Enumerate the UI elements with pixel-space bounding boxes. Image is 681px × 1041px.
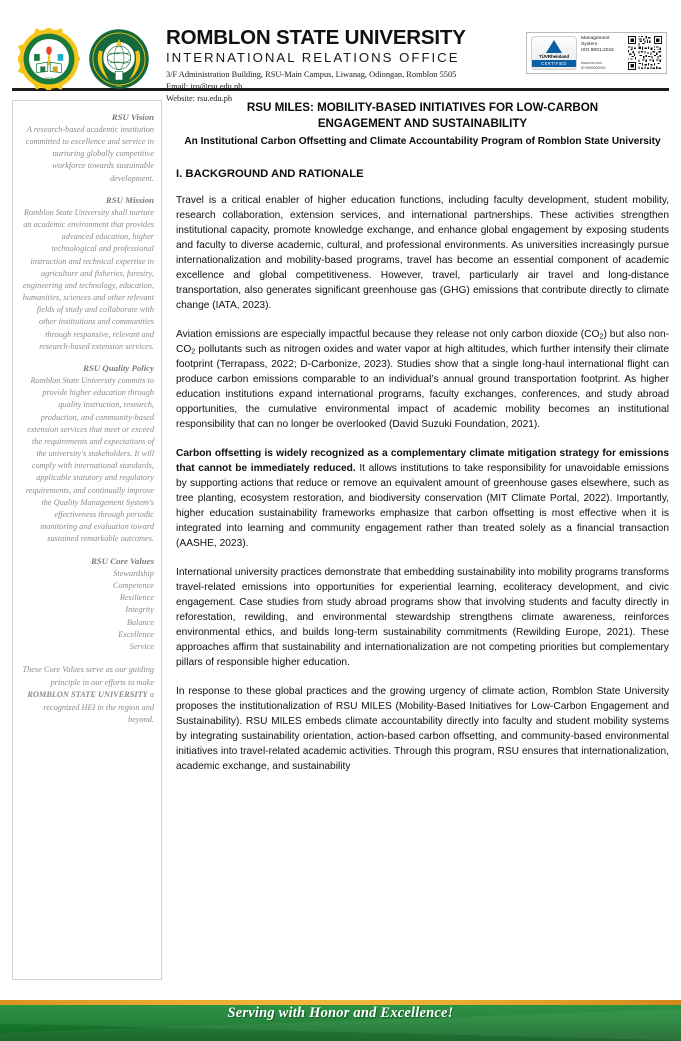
paragraph-5: In response to these global practices and the growing urgency of climate action, Romblon State University proposes the institutionalization of RSU MILES (Mobility-Based Initiatives for Low-Carbon Engagement and Sustainability). RSU MILES embeds climate accountability directly into faculty and student mobility systems by integrating sustainability orientation, action-based carbon offsetting, and community-based environmental initiatives into travel-related academic activities. Through this program, RSU ensures that internationalization, academic exchange, and sustainability bbox=[176, 685, 669, 772]
page-footer bbox=[0, 1000, 681, 1041]
core-value-item: Excellence bbox=[118, 629, 154, 639]
title-line1-rest: MOBILITY-BASED INITIATIVES FOR LOW-CARBON bbox=[313, 101, 599, 114]
co2-subscript: 2 bbox=[599, 332, 604, 341]
paragraph-2: Aviation emissions are especially impactful because they release not only carbon dioxide $(CO_2)$ but also non-$CO_2$ pollutants such as nitrogen oxides and water vapor at high altitudes, which further intensify their climate footprint (Terrapass, 2022; D-Carbonize, 2023). Studies show that a single long-haul international flight can produce carbon emissions comparable to an individual’s annual ground transportation footprint. As higher education institutions expand international programs, faculty exchanges, conferences, and study abroad opportunities, the cumulative environmental impact of academic mobility becomes an institutional responsibility that can no longer be overlooked (David Suzuki Foundation, 2021). bbox=[176, 329, 669, 431]
note-post: a recognized HEI in the region and beyond. bbox=[43, 690, 154, 725]
page-title bbox=[180, 100, 665, 133]
section-heading-background: I. BACKGROUND AND RATIONALE bbox=[176, 168, 364, 181]
tuv-triangle-icon bbox=[546, 40, 562, 53]
core-value-item: Competence bbox=[112, 580, 154, 590]
iso-standard-label bbox=[581, 36, 628, 54]
iso-ms-line3: ISO 9001:2015 bbox=[581, 48, 614, 54]
page-body bbox=[0, 91, 681, 979]
paragraph-1: Travel is a critical enabler of higher education functions, including faculty development, student mobility, research collaboration, extension services, and international partnerships. These activities strengthen institutional capacity, promote knowledge exchange, and enhance global engagement by exposing students and faculty to diverse academic, cultural, and professional environments. As universities increasingly pursue internationalization and mobility-based programs, travel has become an essential component of academic excellence and global competitiveness. However, travel, particularly air travel and long-distance transportation, also generates significant greenhouse gas (GHG) emissions that contribute directly to climate change (IATA, 2023). bbox=[176, 195, 669, 312]
sidebar-quality-policy-heading: RSU Quality Policy bbox=[83, 363, 154, 374]
main-content bbox=[162, 100, 669, 980]
core-value-item: Service bbox=[129, 642, 154, 652]
core-value-item: Integrity bbox=[125, 605, 154, 615]
sidebar-core-values-note bbox=[20, 664, 154, 726]
organization-name: ROMBLON STATE UNIVERSITY bbox=[166, 26, 466, 49]
letterhead bbox=[0, 0, 681, 103]
sidebar-panel bbox=[12, 100, 162, 980]
co2-subscript: 2 bbox=[191, 347, 196, 356]
address-line: 3/F Administration Building, RSU-Main Campus, Liwanag, Odiongan, Romblon 5505 bbox=[166, 70, 457, 80]
iso-web-block bbox=[581, 61, 628, 70]
core-value-item: Balance bbox=[126, 617, 154, 627]
note-pre: These Core Values serve as our guiding principle in our efforts to make bbox=[22, 665, 154, 687]
svg-text:RSU: RSU bbox=[115, 83, 123, 88]
sidebar-core-values-heading: RSU Core Values bbox=[90, 555, 154, 566]
iso-ms-line1: Management bbox=[581, 36, 610, 41]
iro-seal-icon bbox=[88, 28, 150, 90]
note-university-name: ROMBLON STATE UNIVERSITY bbox=[27, 690, 148, 700]
letterhead-text bbox=[166, 26, 526, 105]
sidebar-mission-text: Romblon State University shall nurture an academic environment that provides advanced education, higher technological and professional instruction and technical expertise in agriculture and fisheries, forestry, engineering and technology, education, humanities, sciences and other relevant fields of study and collaborate with other institutions and communities through responsive, relevant and research-based extension services. bbox=[22, 207, 154, 351]
sidebar-core-values-list bbox=[20, 568, 154, 654]
sidebar-quality-policy-text: Romblon State University commits to provide higher education through quality instruction, research, production, and community-based extension services that meet or exceed the requirements and expectations of the university's stakeholders. It will comply with international standards, applicable statutory and regulatory requirements, and continually improve the Quality Management System's effectiveness through periodic monitoring and evaluation toward sustained remarkable outcomes. bbox=[25, 375, 154, 544]
rsu-seal-icon bbox=[18, 28, 80, 90]
iso-text-block bbox=[577, 36, 628, 70]
footer-tagline: Serving with Honor and Excellence! bbox=[227, 1005, 454, 1021]
qr-code-icon bbox=[628, 36, 662, 70]
logo-group bbox=[18, 26, 150, 90]
iso-ms-line2: System bbox=[581, 42, 598, 48]
title-program-code: RSU MILES: bbox=[246, 101, 314, 114]
tuv-rheinland-logo bbox=[531, 36, 577, 70]
tuv-name-label: TÜVRheinland bbox=[538, 54, 570, 59]
tuv-url: www.tuv.com bbox=[581, 61, 602, 66]
svg-text:1915: 1915 bbox=[44, 76, 54, 82]
tuv-id: ID 9000000000 bbox=[581, 65, 606, 70]
sidebar-vision-text: A research-based academic institution committed to excellence and service in nurturing globally competitive workforce towards sustainable development. bbox=[25, 124, 154, 183]
core-value-item: Stewardship bbox=[113, 568, 154, 578]
page-subtitle: An Institutional Carbon Offsetting and Climate Accountability Program of Romblon State University bbox=[184, 135, 661, 147]
paragraph-4: International university practices demonstrate that embedding sustainability into mobility programs transforms travel-related emissions into opportunities for experiential learning, ecoliteracy development, and civic engagement. Case studies from study abroad programs show that involving students and faculty directly in reforestation, rewilding, and environmental stewardship strengthens climate awareness, reinforces environmental ethics, and builds long-term sustainability commitments (Rewilding Europe, 2021). These approaches affirm that sustainability and internationalization are not competing priorities but complementary pillars of responsible higher education. bbox=[176, 566, 669, 668]
sidebar-vision-heading: RSU Vision bbox=[111, 112, 154, 122]
paragraph-3-rest: It allows institutions to take responsibility for unavoidable emissions by supporting actions that reduce or remove an equivalent amount of greenhouse gases elsewhere, such as tree planting, ecosystem restoration, and biodiversity conservation (MIT Climate Portal, 2022). Importantly, higher education sustainability frameworks emphasize that carbon offsetting is most effective when it is integrated into learning and community engagement rather than treated solely as a financial transaction (AASHE, 2023). bbox=[176, 462, 669, 549]
office-name: INTERNATIONAL RELATIONS OFFICE bbox=[166, 49, 460, 65]
title-line2: ENGAGEMENT AND SUSTAINABILITY bbox=[317, 117, 528, 131]
iso-certification-badge bbox=[526, 32, 667, 74]
paragraph-3-lead: Carbon offsetting is widely recognized as a complementary climate mitigation strategy for emissions that cannot be immediately reduced. bbox=[176, 448, 669, 474]
website-line: Website: rsu.edu.ph bbox=[166, 93, 233, 103]
sidebar-mission-heading: RSU Mission bbox=[105, 194, 154, 205]
paragraph-3 bbox=[176, 447, 669, 552]
core-value-item: Resilience bbox=[119, 593, 154, 603]
certified-label: CERTIFIED bbox=[532, 60, 576, 67]
email-line: Email: iro@rsu.edu.ph bbox=[166, 81, 243, 91]
